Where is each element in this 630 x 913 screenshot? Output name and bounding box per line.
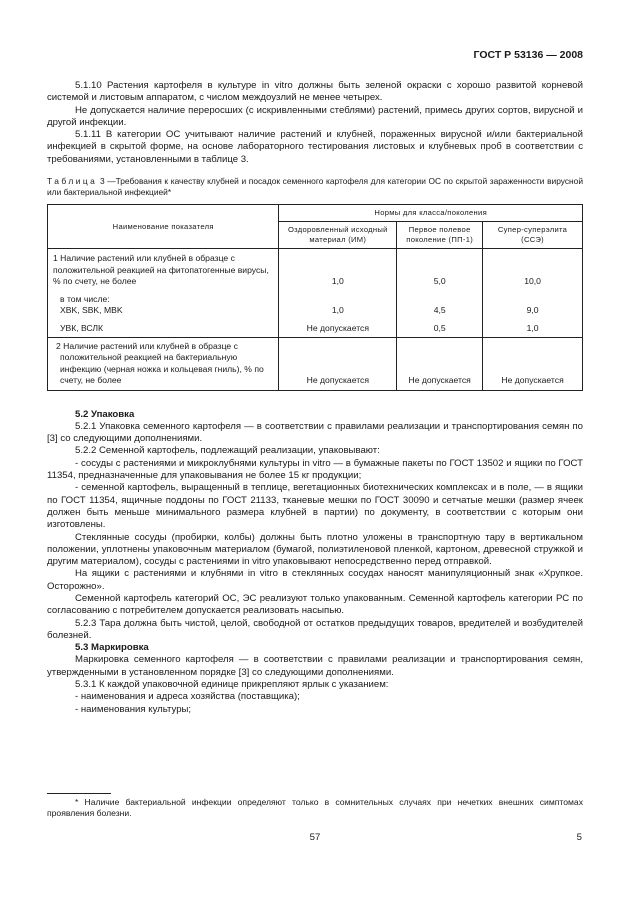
body-section: [47, 409, 583, 716]
side-number: 5: [576, 832, 582, 843]
paragraph: Стеклянные сосуды (пробирки, колбы) должны быть плотно уложены в транспортную тару в вертикальном положении, уплотнены упаковочным материалом (бумагой, полиэтиленовой пленкой, картоном, древесной стружкой и другим материалом), сосуды с растениями in vitro упаковывают непосредственно перед отправкой.: [47, 531, 583, 568]
section-heading: 5.3 Маркировка: [75, 642, 149, 654]
list-item: - сосуды с растениями и микроклубнями культуры in vitro — в бумажные пакеты по ГОСТ 13502 и ящики по ГОСТ 11354, предназначенные для упаковывания не более 15 кг продукции;: [47, 457, 583, 482]
paragraph: Маркировка семенного картофеля — в соответствии с правилами реализации и транспортирования семян, утвержденными в установленном порядке [3] со следующими дополнениями.: [47, 654, 583, 678]
paragraph: 5.2.2 Семенной картофель, подлежащий реализации, упаковывают:: [75, 445, 380, 457]
section-heading: 5.2 Упаковка: [75, 408, 135, 420]
table-caption: [47, 176, 583, 198]
row-value: 4,5: [397, 291, 483, 320]
page-content: [47, 80, 583, 716]
table-caption-text: 3 —Требования к качеству клубней и посадок семенного картофеля для категории ОС по скрытой зараженности вирусной или бактериальной инфекцией*: [47, 176, 583, 198]
paragraph: 5.3.1 К каждой упаковочной единице прикрепляют ярлык с указанием:: [75, 679, 389, 691]
row-value: 9,0: [483, 291, 583, 320]
col-header-pp1: Первое полевое поколение (ПП-1): [397, 222, 483, 249]
table-caption-prefix: Таблица: [47, 176, 98, 187]
row-name: в том числе: XBK, SBK, MBK: [48, 291, 279, 320]
paragraph: 5.2.3 Тара должна быть чистой, целой, свободной от остатков предыдущих товаров, вредителей и возбудителей болезней.: [47, 617, 583, 641]
table-row: [48, 337, 583, 390]
list-item: - наименования и адреса хозяйства (поставщика);: [75, 691, 300, 703]
row-value: 1,0: [279, 249, 397, 291]
requirements-table: [47, 204, 583, 390]
document-header: ГОСТ Р 53136 — 2008: [473, 49, 583, 61]
col-header-norms: Нормы для класса/поколения: [279, 205, 583, 222]
footnote: * Наличие бактериальной инфекции определяют только в сомнительных случаях при нечетких внешних симптомах проявления болезни.: [47, 797, 583, 819]
row-value: 0,5: [397, 320, 483, 338]
row-value: Не допускается: [279, 337, 397, 390]
row-name: 1 Наличие растений или клубней в образце с положительной реакцией на фитопатогенные вирусы, % по счету, не более: [48, 249, 279, 291]
row-value: 1,0: [483, 320, 583, 338]
paragraph: На ящики с растениями и клубнями in vitro в стеклянных сосудах наносят манипуляционный знак «Хрупкое. Осторожно».: [47, 568, 583, 592]
row-value: Не допускается: [279, 320, 397, 338]
row-name: 2 Наличие растений или клубней в образце с положительной реакцией на бактериальную инфекцию (черная ножка и кольцевая гниль), % по счету, не более: [48, 337, 279, 390]
paragraph-5-1-11: 5.1.11 В категории ОС учитывают наличие растений и клубней, пораженных вирусной и/или бактериальной инфекцией в скрытой форме, на основе лабораторного тестирования листовых и клубневых проб в соответствии с требованиями, установленными в таблице 3.: [47, 129, 583, 165]
table-row: [48, 291, 583, 320]
col-header-sse: Супер-суперэлита (ССЭ): [483, 222, 583, 249]
table-row: [48, 320, 583, 338]
list-item: - наименования культуры;: [75, 703, 192, 715]
paragraph: 5.2.1 Упаковка семенного картофеля — в соответствии с правилами реализации и транспортирования семян по [3] со следующими дополнениями.: [47, 420, 583, 445]
list-item: - семенной картофель, выращенный в теплице, вегетационных биотехнических комплексах и в поле, — в ящики по ГОСТ 11354, ящичные поддоны по ГОСТ 21133, тканевые мешки по ГОСТ 30090 и сетчатые мешки (размер ячеек должен быть меньше минимального размера клубней в партии) по документу, в соответствии с которым они изготовлены.: [47, 482, 583, 531]
page-number: 57: [309, 832, 321, 843]
paragraph-not-allowed: Не допускается наличие переросших (с искривленными стеблями) растений, примесь других сортов, вирусной и другой инфекции.: [47, 104, 583, 128]
row-value: Не допускается: [397, 337, 483, 390]
col-header-indicator: Наименование показателя: [48, 205, 279, 249]
row-value: 5,0: [397, 249, 483, 291]
row-name: УВК, ВСЛК: [48, 320, 279, 338]
row-value: Не допускается: [483, 337, 583, 390]
row-value: 1,0: [279, 291, 397, 320]
row-value: 10,0: [483, 249, 583, 291]
col-header-im: Оздоровленный исходный материал (ИМ): [279, 222, 397, 249]
paragraph: Семенной картофель категорий ОС, ЭС реализуют только упакованным. Семенной картофель категории РС по согласованию с потребителем допускается реализовать насыпью.: [47, 593, 583, 617]
table-row: [48, 249, 583, 291]
footnote-divider: [47, 793, 111, 794]
paragraph-5-1-10: 5.1.10 Растения картофеля в культуре in vitro должны быть зеленой окраски с хорошо развитой корневой системой и листовым аппаратом, с числом междоузлий не менее четырех.: [47, 80, 583, 104]
